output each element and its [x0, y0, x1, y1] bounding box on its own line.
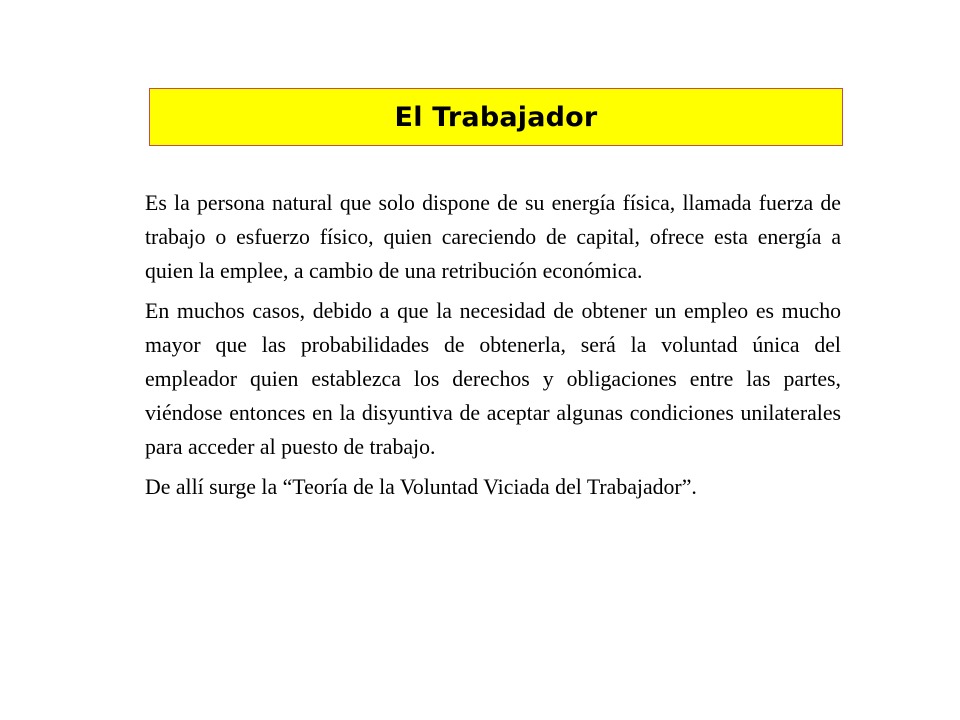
paragraph-conclusion: De allí surge la “Teoría de la Voluntad Viciada del Trabajador”.	[145, 475, 697, 499]
paragraph-context: En muchos casos, debido a que la necesidad de obtener un empleo es mucho mayor que las probabilidades de obtenerla, será la voluntad única del empleador quien establezca los derechos y obligaciones entre las partes, viéndose entonces en la disyuntiva de aceptar algunas condiciones unilaterales para acceder al puesto de trabajo.	[145, 299, 841, 459]
body-text	[145, 186, 841, 510]
slide-title: El Trabajador	[394, 101, 598, 133]
paragraph-definition: Es la persona natural que solo dispone de su energía física, llamada fuerza de trabajo o esfuerzo físico, quien careciendo de capital, ofrece esta energía a quien la emplee, a cambio de una retribución económica.	[145, 191, 841, 283]
title-banner	[149, 88, 843, 146]
